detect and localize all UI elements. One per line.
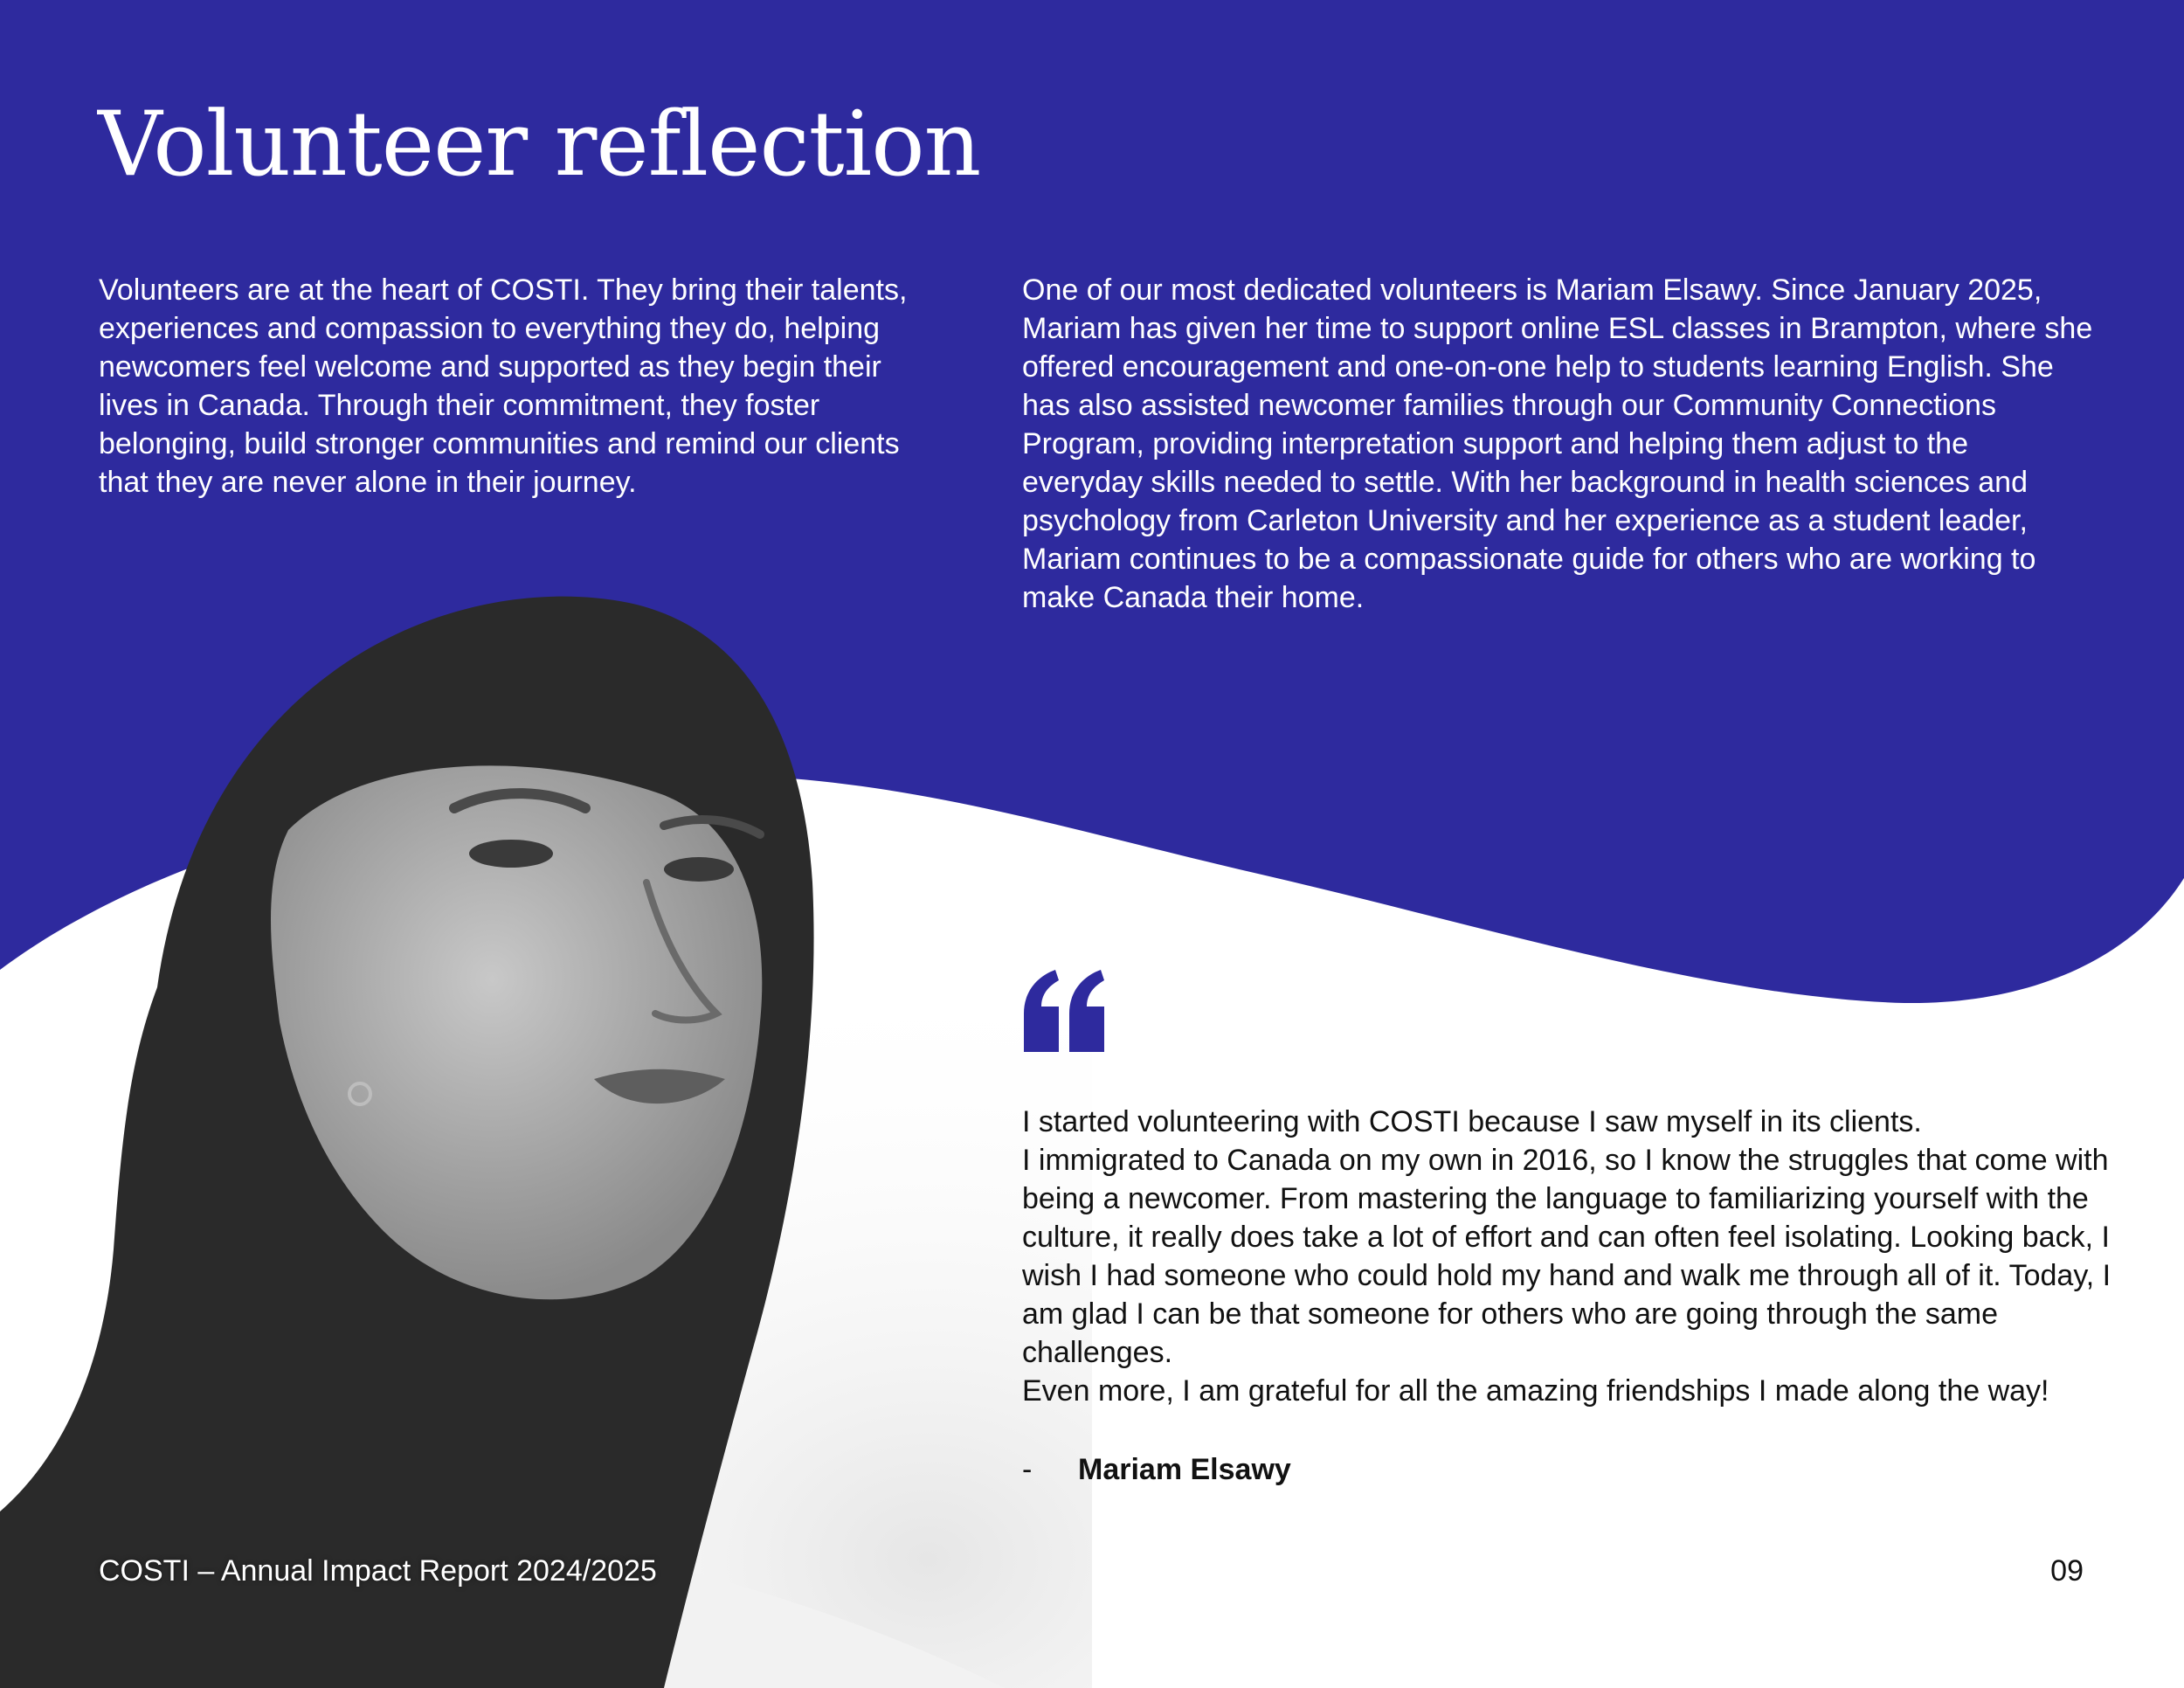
volunteer-portrait-photo: [0, 568, 1092, 1688]
quote-mark-icon: [1019, 968, 1109, 1052]
quote-line: Even more, I am grateful for all the amazing friendships I made along the way!: [1022, 1374, 2049, 1408]
quote-line: I immigrated to Canada on my own in 2016, so I know the struggles that come with being a newcomer. From mastering the language to familiarizing yourself with the culture, it really does take a lot of effort and can often feel isolating. Looking back, I wish I had someone who could hold my hand and walk me through all of it. Today, I am glad I can be that someone for others who are going through the same challenges.: [1022, 1144, 2111, 1369]
attribution-dash: -: [1022, 1453, 1033, 1486]
attribution-name: Mariam Elsawy: [1078, 1453, 1291, 1486]
quote-attribution: [1022, 1450, 1291, 1489]
volunteer-quote: [1022, 1103, 2123, 1410]
quote-line: I started volunteering with COSTI because I saw myself in its clients.: [1022, 1105, 1922, 1138]
footer-page-number: 09: [2050, 1554, 2084, 1588]
intro-left-paragraph: Volunteers are at the heart of COSTI. They bring their talents, experiences and compassion to everything they do, helping newcomers feel welcome and supported as they begin their lives in Canada. Through their commitment, they foster belonging, build stronger communities and remind our clients that they are never alone in their journey.: [99, 273, 908, 499]
footer-report-title: COSTI – Annual Impact Report 2024/2025: [99, 1554, 657, 1588]
intro-right-paragraph: One of our most dedicated volunteers is Mariam Elsawy. Since January 2025, Mariam has given her time to support online ESL classes in Brampton, where she offered encouragement and one-on-one help to students learning English. She has also assisted newcomer families through our Community Connections Program, providing interpretation support and helping them adjust to the everyday skills needed to settle. With her background in health sciences and psychology from Carleton University and her experience as a student leader, Mariam continues to be a compassionate guide for others who are working to make Canada their home.: [1022, 273, 2093, 614]
page-title: Volunteer reflection: [98, 93, 981, 197]
